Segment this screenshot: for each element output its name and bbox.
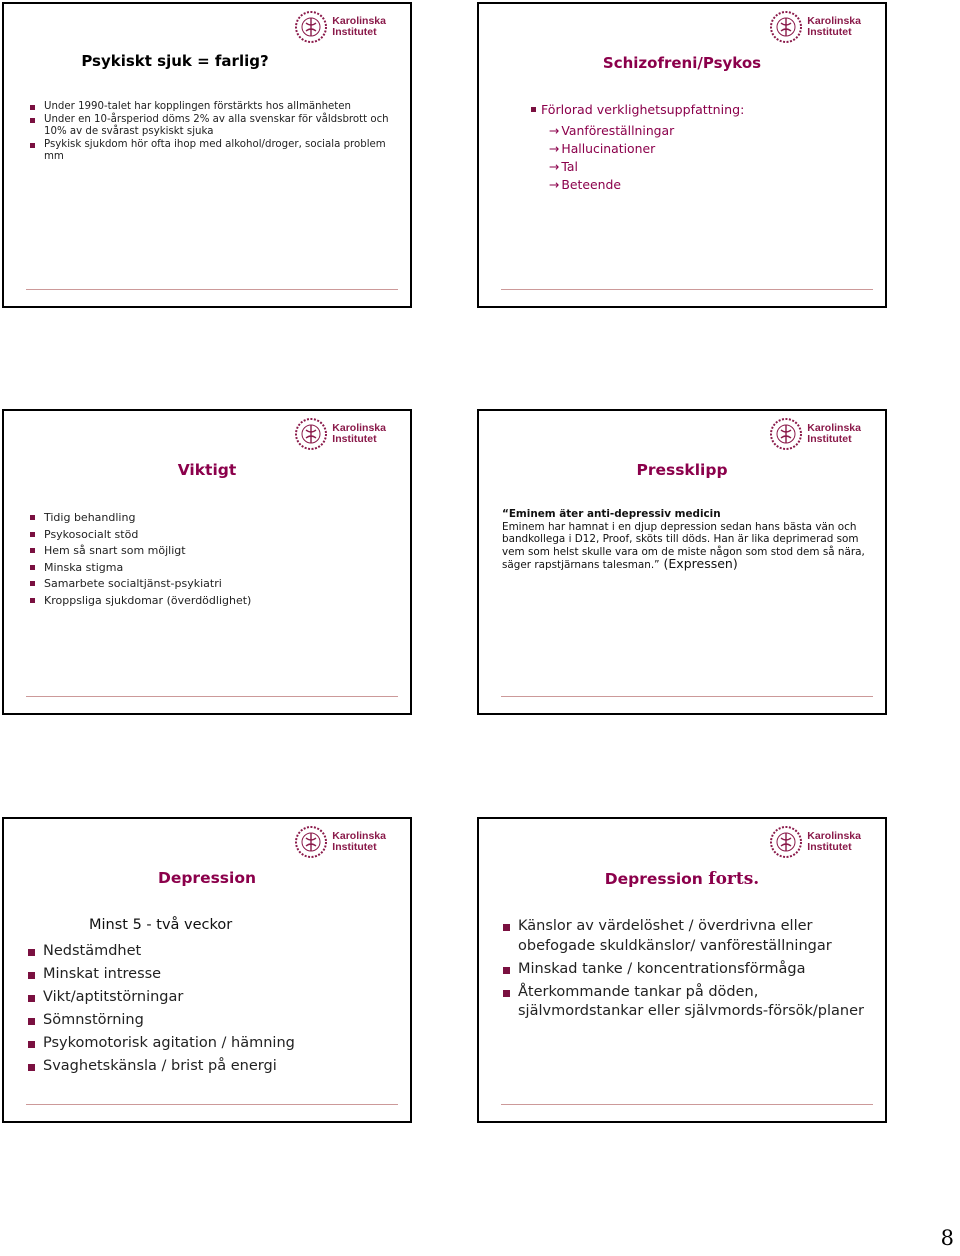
- footer-divider: [26, 696, 398, 697]
- subheading: Förlorad verklighetsuppfattning:: [541, 102, 745, 117]
- slide-title: Viktigt: [177, 461, 237, 479]
- list-item: Sömnstörning: [26, 1009, 295, 1032]
- ki-name-line1: Karolinska: [807, 830, 861, 842]
- ki-name-line2: Institutet: [807, 841, 852, 853]
- list-item: Tidig behandling: [28, 510, 251, 527]
- ki-name-line2: Institutet: [807, 26, 852, 38]
- list-item: → Beteende: [549, 176, 674, 194]
- slide-title: Schizofreni/Psykos: [602, 54, 762, 72]
- list-item: Kroppsliga sjukdomar (överdödlighet): [28, 593, 251, 610]
- slide-3: [2, 409, 412, 715]
- slide-title-suffix: forts.: [708, 869, 760, 889]
- slide-title: Depression: [157, 869, 257, 887]
- footer-divider: [26, 1104, 398, 1105]
- bullet-list: [501, 917, 871, 1025]
- ki-name-line1: Karolinska: [807, 15, 861, 27]
- list-item: Minskad tanke / koncentrationsförmåga: [501, 960, 871, 980]
- clip-text: Eminem har hamnat i en djup depression sedan hans bästa vän och bandkollega i D12, Proof, sköts till döds. Han är lika deprimerad som vem som helst skulle vara om de miste någon som stod dem så nära, säger rapstjärnans talesman.”: [502, 520, 865, 572]
- list-item: Känslor av värdelöshet / överdrivna eller obefogade skuldkänslor/ vanföreställningar: [501, 917, 871, 956]
- footer-divider: [501, 1104, 873, 1105]
- list-item: Under 1990-talet har kopplingen förstärkts hos allmänheten: [28, 101, 398, 114]
- list-item: Svaghetskänsla / brist på energi: [26, 1055, 295, 1078]
- list-item: Hem så snart som möjligt: [28, 543, 251, 560]
- list-item: Samarbete socialtjänst-psykiatri: [28, 576, 251, 593]
- list-item: → Vanföreställningar: [549, 122, 674, 140]
- ki-name-line2: Institutet: [807, 433, 852, 445]
- ki-logo: [294, 10, 386, 44]
- ki-name-line1: Karolinska: [332, 830, 386, 842]
- list-item: Psykosocialt stöd: [28, 527, 251, 544]
- clip-source: (Expressen): [659, 556, 738, 572]
- slide-6: [477, 817, 887, 1123]
- list-item: Psykomotorisk agitation / hämning: [26, 1032, 295, 1055]
- slide-title: Psykiskt sjuk = farlig?: [81, 52, 269, 70]
- footer-divider: [501, 696, 873, 697]
- list-item: → Tal: [549, 158, 674, 176]
- slide-4: [477, 409, 887, 715]
- ki-name-line1: Karolinska: [332, 15, 386, 27]
- slide-5: [2, 817, 412, 1123]
- list-item: Minskat intresse: [26, 963, 295, 986]
- ki-name-line2: Institutet: [332, 26, 377, 38]
- footer-divider: [501, 289, 873, 290]
- press-clip: [502, 508, 874, 572]
- ki-seal-icon: [294, 10, 328, 44]
- list-item: Vikt/aptitstörningar: [26, 986, 295, 1009]
- bullet-list: [28, 510, 251, 609]
- ki-logo: [294, 417, 386, 451]
- list-item: Nedstämdhet: [26, 940, 295, 963]
- list-item: Under en 10-årsperiod döms 2% av alla svenskar för våldsbrott och 10% av de svårast psykiskt sjuka: [28, 114, 398, 139]
- list-item: Återkommande tankar på döden, självmordstankar eller självmords-försök/planer: [501, 983, 871, 1022]
- ki-name-line1: Karolinska: [807, 422, 861, 434]
- bullet-list: [28, 101, 398, 164]
- ki-seal-icon: [769, 825, 803, 859]
- ki-name-line1: Karolinska: [332, 422, 386, 434]
- list-item: Psykisk sjukdom hör ofta ihop med alkohol/droger, sociala problem mm: [28, 139, 398, 164]
- footer-divider: [26, 289, 398, 290]
- clip-headline: “Eminem äter anti-depressiv medicin: [502, 508, 721, 520]
- slide-title-main: Depression: [604, 870, 703, 888]
- slide-1: [2, 2, 412, 308]
- list-item: → Hallucinationer: [549, 140, 674, 158]
- slide-title: Pressklipp: [636, 461, 728, 479]
- ki-seal-icon: [769, 417, 803, 451]
- slide-2: [477, 2, 887, 308]
- arrow-list: [549, 122, 674, 194]
- ki-logo: [769, 825, 861, 859]
- ki-seal-icon: [294, 825, 328, 859]
- list-item: Minska stigma: [28, 560, 251, 577]
- ki-seal-icon: [769, 10, 803, 44]
- ki-name-line2: Institutet: [332, 433, 377, 445]
- ki-name-line2: Institutet: [332, 841, 377, 853]
- ki-logo: [294, 825, 386, 859]
- ki-seal-icon: [294, 417, 328, 451]
- ki-logo: [769, 10, 861, 44]
- slide-title: [479, 869, 885, 889]
- bullet-list: [26, 940, 295, 1078]
- page-number: 8: [940, 1226, 954, 1250]
- intro-text: Minst 5 - två veckor: [89, 917, 233, 933]
- ki-logo: [769, 417, 861, 451]
